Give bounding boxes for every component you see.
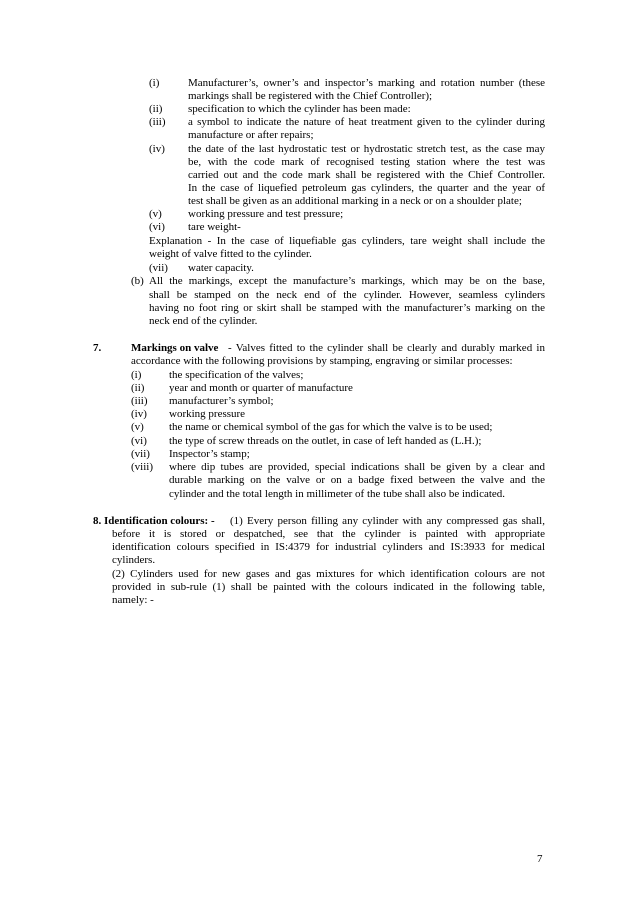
section-text: identification colours specified in IS:4379 for industrial cylinders and IS:3933 for medical (112, 541, 545, 553)
list-item-text: be, with the code mark of recognised testing station where the test was (188, 156, 545, 168)
paragraph-text: All the markings, except the manufacture’s markings, which may be on the base, (149, 275, 545, 287)
list-item-number: (iii) (149, 116, 166, 128)
list-item-number: (ii) (149, 103, 163, 115)
list-item-text: test shall be given as an additional marking in a neck or on a shoulder plate; (188, 195, 522, 207)
section-text: (2) Cylinders used for new gases and gas mixtures for which identification colours are not (112, 568, 545, 580)
list-item-text: the specification of the valves; (169, 369, 304, 381)
section-text: cylinders. (112, 554, 156, 566)
list-item-text: a symbol to indicate the nature of heat treatment given to the cylinder during (188, 116, 545, 128)
list-item-number: (vi) (149, 221, 165, 233)
list-item-text: cylinder and the total length in millimeter of the tube shall also be indicated. (169, 488, 506, 500)
list-item-number: (i) (131, 369, 142, 381)
list-item-text: durable marking on the valve or on a badge fixed between the valve and the (169, 474, 545, 486)
section-text: namely: - (112, 594, 154, 606)
section-intro-text: - Valves fitted to the cylinder shall be clearly and durably marked in (228, 342, 545, 354)
list-item-text: working pressure and test pressure; (188, 208, 344, 220)
section-text: (1) Every person filling any cylinder with any compressed gas shall, (230, 515, 545, 527)
section-text: provided in sub-rule (1) shall be painted with the colours indicated in the following table, (112, 581, 545, 593)
list-item-text: Inspector’s stamp; (169, 448, 250, 460)
list-item-number: (i) (149, 77, 160, 89)
list-item-number: (v) (149, 208, 162, 220)
paragraph-text: shall be stamped on the neck end of the cylinder. However, seamless cylinders (149, 289, 545, 301)
list-item-text: water capacity. (188, 262, 254, 274)
list-item-number: (vii) (149, 262, 168, 274)
section-heading: Markings on valve (131, 342, 219, 354)
list-item-text: working pressure (169, 408, 246, 420)
list-item-text: the date of the last hydrostatic test or hydrostatic stretch test, as the case may (188, 143, 545, 155)
section-text: before it is stored or despatched, see that the cylinder is painted with appropriate (112, 528, 545, 540)
list-item-text: specification to which the cylinder has been made: (188, 103, 411, 115)
list-item-number: (vi) (131, 435, 147, 447)
list-item-text: tare weight- (188, 221, 241, 233)
list-item-text: where dip tubes are provided, special indications shall be given by a clear and (169, 461, 545, 473)
page-number: 7 (537, 853, 543, 865)
list-item-number: (iii) (131, 395, 148, 407)
list-item-number: (viii) (131, 461, 153, 473)
list-item-number: (ii) (131, 382, 145, 394)
list-item-text: manufacturer’s symbol; (169, 395, 274, 407)
list-item-number: (iv) (131, 408, 147, 420)
section-number: 7. (93, 342, 102, 354)
section-intro-text: accordance with the following provisions by stamping, engraving or similar processes: (131, 355, 513, 367)
list-item-number: (v) (131, 421, 144, 433)
explanation-text: Explanation - In the case of liquefiable gas cylinders, tare weight shall include the (149, 235, 545, 247)
list-item-text: the type of screw threads on the outlet, in case of left handed as (L.H.); (169, 435, 482, 447)
list-item-text: year and month or quarter of manufacture (169, 382, 353, 394)
section-heading: 8. Identification colours: - (93, 515, 215, 527)
list-item-number: (vii) (131, 448, 150, 460)
list-item-text: manufacture or after repairs; (188, 129, 314, 141)
paragraph-number: (b) (131, 275, 144, 287)
paragraph-text: neck end of the cylinder. (149, 315, 258, 327)
list-item-number: (iv) (149, 143, 165, 155)
list-item-text: Manufacturer’s, owner’s and inspector’s marking and rotation number (these (188, 77, 545, 89)
list-item-text: the name or chemical symbol of the gas for which the valve is to be used; (169, 421, 493, 433)
paragraph-text: having no foot ring or skirt shall be stamped with the manufacturer’s marking on the (149, 302, 545, 314)
list-item-text: In the case of liquefied petroleum gas cylinders, the quarter and the year of (188, 182, 545, 194)
list-item-text: carried out and the code mark shall be registered with the Chief Controller. (188, 169, 545, 181)
list-item-text: markings shall be registered with the Chief Controller); (188, 90, 433, 102)
explanation-text: weight of valve fitted to the cylinder. (149, 248, 312, 260)
